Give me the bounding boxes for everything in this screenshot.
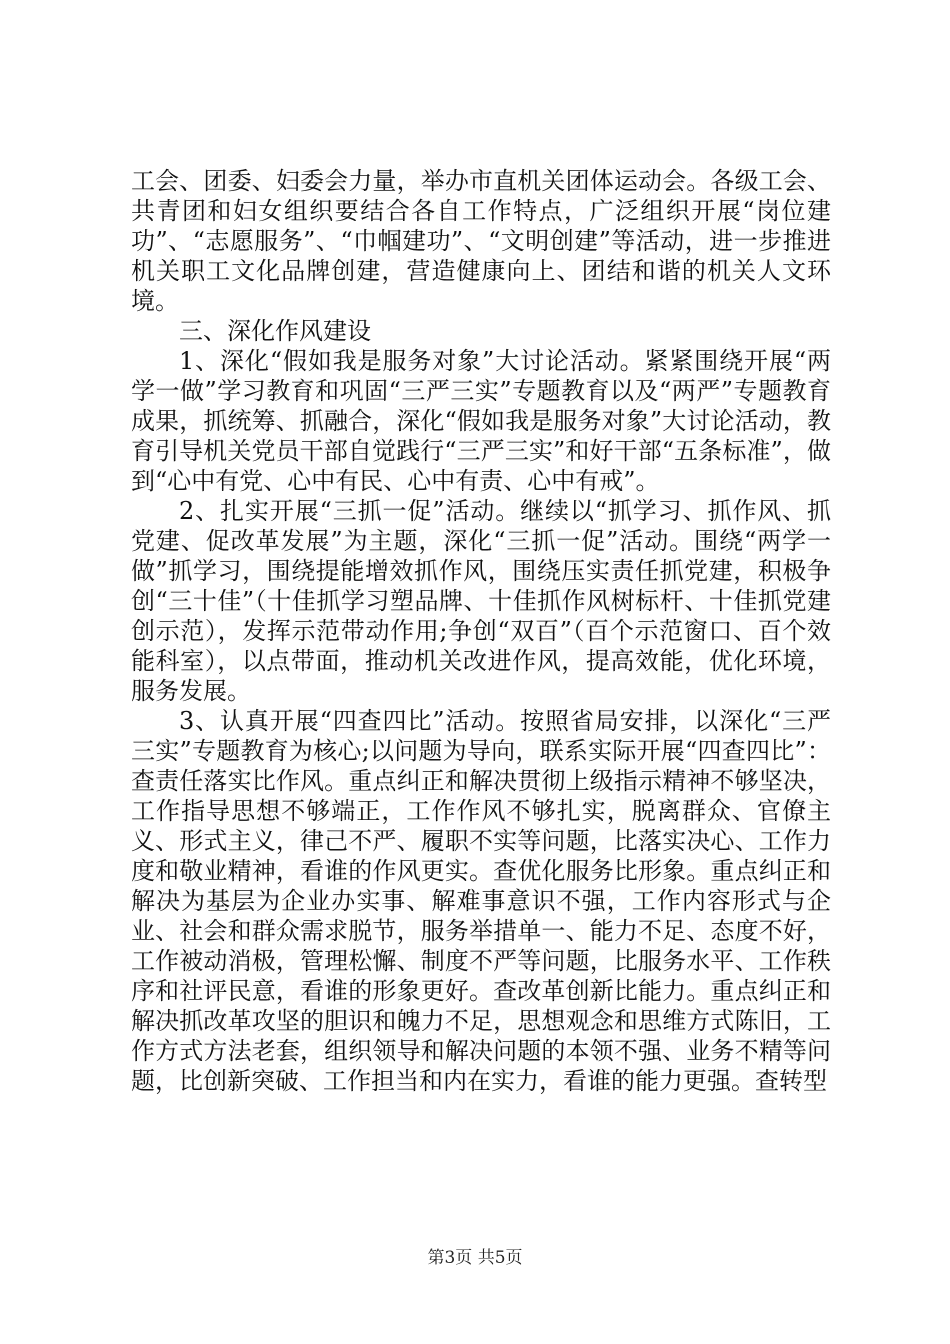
page-number-footer: 第3页 共5页 <box>427 1248 523 1268</box>
paragraph-item-1: 1、深化“假如我是服务对象”大讨论活动。紧紧围绕开展“两学一做”学习教育和巩固“三严三实”专题教育以及“两严”专题教育成果，抓统筹、抓融合，深化“假如我是服务对象”大讨论活动，教育引导机关党员干部自觉践行“三严三实”和好干部“五条标准”，做到“心中有党、心中有民、心中有责、心中有戒”。 <box>131 347 831 495</box>
section-heading: 三、深化作风建设 <box>179 317 371 345</box>
document-body <box>131 166 831 1096</box>
paragraph-continuation: 工会、团委、妇委会力量，举办市直机关团体运动会。各级工会、共青团和妇女组织要结合各自工作特点，广泛组织开展“岗位建功”、“志愿服务”、“巾帼建功”、“文明创建”等活动，进一步推进机关职工文化品牌创建，营造健康向上、团结和谐的机关人文环境。 <box>131 167 831 315</box>
paragraph-item-2: 2、扎实开展“三抓一促”活动。继续以“抓学习、抓作风、抓党建、促改革发展”为主题，深化“三抓一促”活动。围绕“两学一做”抓学习，围绕提能增效抓作风，围绕压实责任抓党建，积极争创“三十佳”（十佳抓学习塑品牌、十佳抓作风树标杆、十佳抓党建创示范），发挥示范带动作用;争创“双百”（百个示范窗口、百个效能科室），以点带面，推动机关改进作风，提高效能，优化环境，服务发展。 <box>131 497 831 705</box>
paragraph-item-3: 3、认真开展“四查四比”活动。按照省局安排，以深化“三严三实”专题教育为核心;以问题为导向，联系实际开展“四查四比”：查责任落实比作风。重点纠正和解决贯彻上级指示精神不够坚决，工作指导思想不够端正，工作作风不够扎实，脱离群众、官僚主义、形式主义，律己不严、履职不实等问题，比落实决心、工作力度和敬业精神，看谁的作风更实。查优化服务比形象。重点纠正和解决为基层为企业办实事、解难事意识不强，工作内容形式与企业、社会和群众需求脱节，服务举措单一、能力不足、态度不好，工作被动消极，管理松懈、制度不严等问题，比服务水平、工作秩序和社评民意，看谁的形象更好。查改革创新比能力。重点纠正和解决抓改革攻坚的胆识和魄力不足，思想观念和思维方式陈旧，工作方式方法老套，组织领导和解决问题的本领不强、业务不精等问题，比创新突破、工作担当和内在实力，看谁的能力更强。查转型 <box>131 707 831 1095</box>
